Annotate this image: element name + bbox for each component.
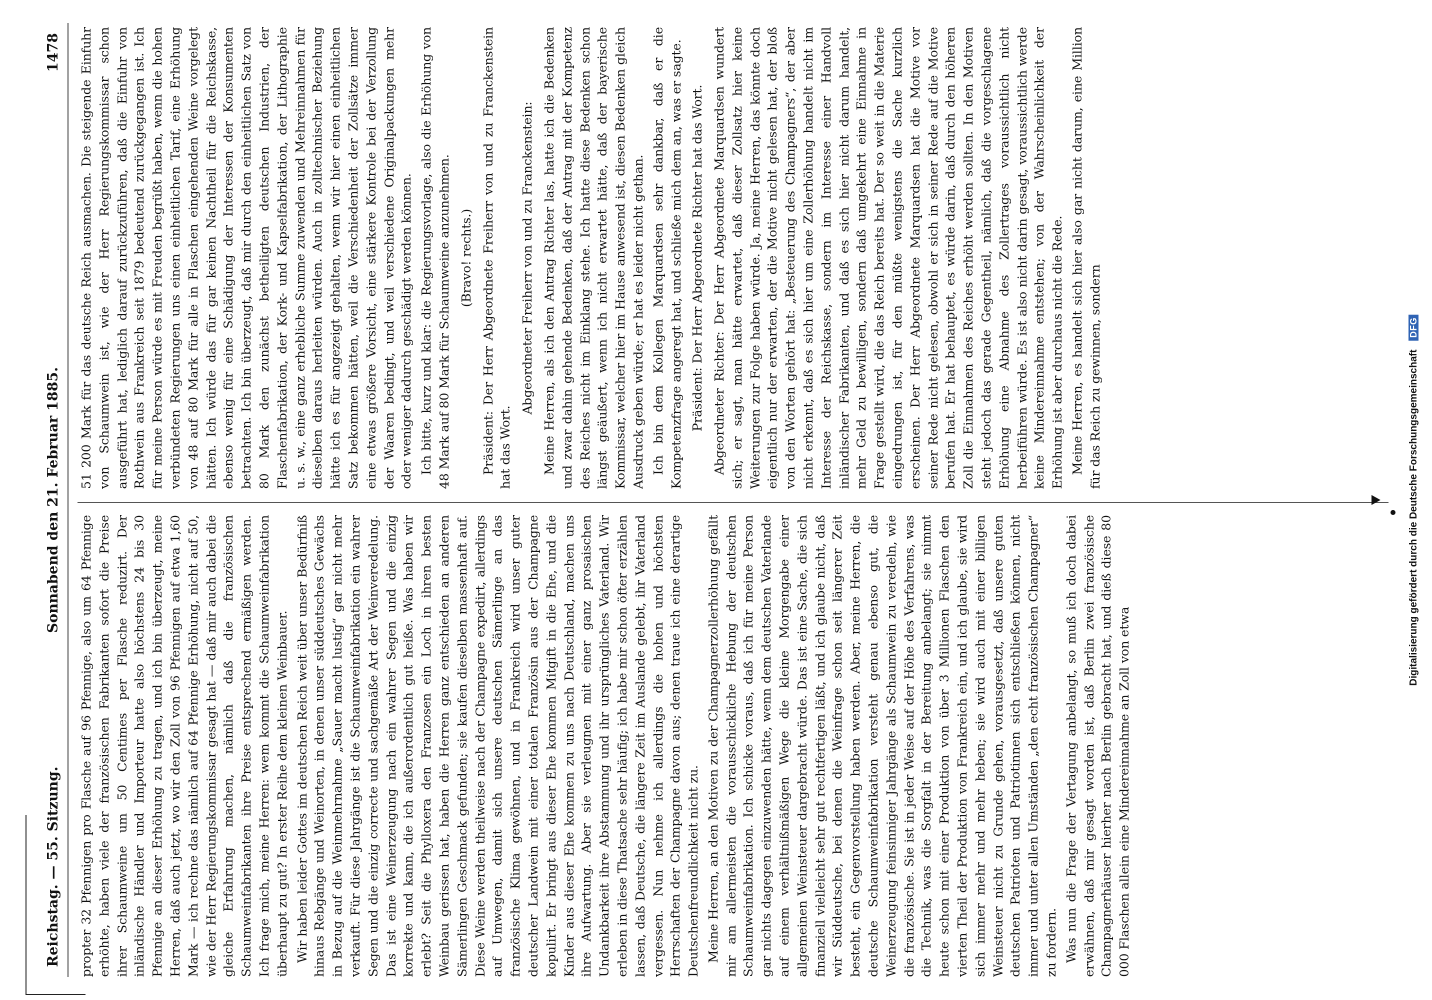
paragraph: Abgeordneter Richter: Der Herr Abgeordnete Marquardsen wundert sich; er sagt, man hätte erwartet, daß dieser Zollsatz hier keine Weiterungen zur Folge haben würde. Ja, meine Herren, das könnte doch eigentlich nur der erwarten, der die Motive nicht gelesen hat, der bloß von den Worten gehört hat: „Besteuerung des Champagners“, der aber nicht erkennt, daß es sich hier um eine Zollerhöhung handelt nicht im Interesse der Reichskasse, sondern im Interesse einer Handvoll inländischer Fabrikanten, und daß es sich hier nicht darum handelt, mehr Geld zu bewilligen, sondern daß umgekehrt eine Einnahme in Frage gestellt wird, die das Reich bereits hat. Der so weit in die Materie eingedrungen ist, für den müßte wenigstens die Sache kurzlich erscheinen. Der Herr Abgeordnete Marquardsen hat die Motive vor seiner Rede nicht gelesen, obwohl er sich in seiner Rede auf die Motive berufen hat. Er hat behauptet, es würde darin, daß durch den höheren Zoll die Einnahmen des Reiches erhöht werden sollten. In den Motiven steht jedoch das gerade Gegentheil, nämlich, daß die vorgeschlagene Erhöhung eine Abnahme des Zollertrages voraussichtlich nicht herbeiführen würde. Es ist also nicht darin gesagt, voraussichtlich werde keine Mindereinnahme entstehen; von der Wahrscheinlichkeit der Erhöhung ist aber durchaus nicht die Rede. bbox=[711, 27, 1065, 489]
paragraph: Wir haben leider Gottes im deutschen Reich weit über unser Bedürfniß hinaus Rebgänge und Weinorten, in denen unser süddeutsches Gewächs in Bezug auf die Weinmehrnahme „Sauer macht lustig“ gar nicht mehr verkauft. Für diese Jahrgänge ist die Schaumweinfabrikation ein wahrer Segen und die einzig correcte und sachgemäße Art der Weinveredelung. Das ist eine Weinerzeugung nach ein wahrer Segen und die einzig korrekte und kann, die ich außerordentlich gut heiße. Was haben wir erlebt? Seit die Phylloxera den Franzosen ein Loch in ihren besten Weinbau gerissen hat, haben die Herren ganz entschieden an anderen Sämerlingen Geschmack gefunden; sie kaufen dieselben massenhaft auf. Diese Weine werden theilweise nach der Champagne expedirt, allerdings auf Umwegen, damit sich unsere deutschen Sämerlinge an das französische Klima gewöhnen, und in Frankreich wird unser guter deutscher Landwein mit einer totalen Französin aus der Champagne kopulirt. Er bringt aus dieser Ehe kommen Mitgift in die Ehe, und die Kinder aus dieser Ehe kommen zu uns nach Deutschland, machen uns ihre Aufwartung. Aber sie verleugnen mit einer ganz prosaischen Undankbarkeit ihre Abstammung und ihr ursprüngliches Vaterland. Wir erleben in diese Thatsache sehr häufig; ich habe mir schon öfter erzählen lassen, daß Deutsche, die längere Zeit im Auslande gelebt, ihr Vaterland vergessen. Nun nehme ich allerdings die hohen und höchsten Herrschaften der Champagne davon aus; denen traue ich eine derartige Deutschenfreundlichkeit nicht zu. bbox=[294, 515, 701, 977]
rotated-newspaper-page bbox=[26, 5, 1401, 995]
paragraph: Ich bitte, kurz und klar: die Regierungsvorlage, also die Erhöhung von 48 Mark auf 80 Mark für Schaumweine anzunehmen. bbox=[418, 27, 452, 489]
header-session: Reichstag. — 55. Sitzung. bbox=[45, 766, 62, 967]
column-marker bbox=[1372, 495, 1381, 505]
applause-note: (Bravo! rechts.) bbox=[458, 208, 474, 308]
left-column bbox=[78, 515, 1389, 977]
paragraph: 51 200 Mark für das deutsche Reich ausmachen. Die steigende Einfuhr von Schaumwein ist, wie der Herr Regierungskommissar schon ausgeführt hat, lediglich darauf zurückzuführen, daß die Einfuhr von Rothwein aus Frankreich seit 1879 bedeutend zurückgegangen ist. Ich für meine Person würde es mit Freuden begrüßt haben, wenn die hohen verbündeten Regierungen uns einen einheitlichen Tarif, eine Erhöhung von 48 auf 80 Mark für alle in Flaschen eingehenden Weine vorgelegt hätten. Ich würde das für gar keinen Nachtheil für die Reichskasse, ebenso wenig für eine Schädigung der Interessen der Konsumenten betrachten. Ich bin überzeugt, daß mir durch den einheitlichen Satz von 80 Mark den zunächst betheiligten deutschen Industrien, der Flaschenfabrikation, der Kork- und Kapselfabrikation, der Lithographie u. s. w., eine ganz erhebliche Summe zuwenden und Mehreinnahmen für dieselben daraus herleiten würden. Auch in zolltechnischer Beziehung hätte ich es für angezeigt gehalten, wenn wir hier einen einheitlichen Satz bekommen hätten, weil die Verschiedenheit der Zollsätze immer eine etwas größere Vorsicht, eine stärkere Kontrole bei der Verzollung der Waaren bedingt, und weil verschiedene Originalpackungen mehr oder weniger dadurch geschädigt werden können. bbox=[78, 27, 414, 489]
president-statement: Präsident: Der Herr Abgeordnete Richter hat das Wort. bbox=[689, 84, 705, 432]
page-number: 1478 bbox=[45, 33, 62, 72]
paragraph: Ich bin dem Kollegen Marquardsen sehr dankbar, daß er die Kompetenzfrage angeregt hat, und schließe mich dem an, was er sagte. bbox=[650, 27, 683, 489]
column-divider bbox=[78, 502, 1389, 503]
paragraph: propter 32 Pfennigen pro Flasche auf 96 Pfennige, also um 64 Pfennige erhöhte, haben viele der französischen Fabrikanten sofort die Preise ihrer Schaumweine um 50 Centimes per Flasche reduzirt. Der inländische Händler und Importeur hatte also höchstens 24 bis 30 Pfennige an dieser Erhöhung zu tragen, und ich bin überzeugt, meine Herren, daß auch jetzt, wo wir den Zoll von 96 Pfennigen auf etwa 1,60 Mark — ich rechne das nämlich auf 64 Pfennige Erhöhung, nicht auf 50, wie der Herr Regierungskommissar gesagt hat — daß mir auch dabei die gleiche Erfahrung machen, nämlich daß die französischen Schaumweinfabrikanten ihre Preise entsprechend ermäßigen werden. Ich frage mich, meine Herren: wem kommt die Schaumweinfabrikation überhaupt zu gut? In erster Reihe dem kleinen Weinbauer. bbox=[78, 515, 290, 977]
speaker-heading: Abgeordneter Freiherr von und zu Franckenstein: bbox=[519, 101, 535, 415]
dfg-logo: DFG bbox=[1409, 314, 1419, 341]
digitization-credit-text: Digitalisierung gefördert durch die Deutsche Forschungsgemeinschaft bbox=[1408, 349, 1420, 686]
paragraph: Was nun die Frage der Vertagung anbelangt, so muß ich doch dabei erwähnen, daß mir gesagt worden ist, daß Berlin zwei französische Champagnerhäuser hierher nach Berlin gebracht hat, und dieß diese 80 000 Flaschen allein eine Mindereinnahme an Zoll von etwa bbox=[1063, 515, 1132, 977]
running-head bbox=[42, 23, 69, 977]
paragraph: Meine Herren, als ich den Antrag Richter las, hatte ich die Bedenken und zwar dahin gehende Bedenken, daß der Antrag mit der Kompetenz des Reiches nicht im Einklang stehe. Ich hatte diese Bedenken schon längst geäußert, wenn ich nicht erwartet hätte, daß der bayerische Kommissar, welcher hier im Hause anwesend ist, diesen Bedenken gleich Ausdruck geben würde; er hat es leider nicht gethan. bbox=[541, 27, 646, 489]
president-statement: Präsident: Der Herr Abgeordnete Freiherr von und zu Franckenstein hat das Wort. bbox=[480, 27, 513, 489]
scan-speck bbox=[1391, 510, 1396, 515]
right-column bbox=[78, 27, 1389, 489]
scan-edge bbox=[26, 994, 86, 995]
header-date: Sonnabend den 21. Februar 1885. bbox=[45, 367, 62, 633]
paragraph: Meine Herren, es handelt sich hier also gar nicht darum, eine Million für das Reich zu gewinnen, sondern bbox=[1069, 27, 1103, 489]
paragraph: Meine Herren, an den Motiven zu der Champagnerzollerhöhung gefällt mir am allermeisten die vorausschickliche Hebung der deutschen Schaumweinfabrikation. Ich schicke voraus, daß ich für meine Person gar nichts dagegen einzuwenden hätte, wenn dem deutschen Vaterlande auf einem verhältnißmäßigen Wege die kleine Morgengabe einer allgemeinen Weinsteuer dargebracht würde. Das ist eine Sache, die sich finanziell vielleicht sehr gut rechtfertigen läßt, und ich glaube nicht, daß wir Süddeutsche, bei denen die Weinfrage schon seit längerer Zeit besteht, ein Gegenvorstellung haben werden. Aber, meine Herren, die deutsche Schaumweinfabrikation versteht genau ebenso gut, die Weinerzeugung feinsinniger Jahrgänge als Schaumwein zu veredeln, wie die französische. Sie ist in jeder Weise auf der Höhe des Verfahrens, was die Technik, was die Sorgfalt in der Bereitung anbelangt; sie nimmt heute schon mit einer Produktion von über 3 Millionen Flaschen den vierten Theil der Produktion von Frankreich ein, und ich glaube, sie wird sich immer mehr und mehr heben; sie wird auch mit einer billigen Weinsteuer nicht zu Grunde gehen, vorausgesetzt, daß unsere guten deutschen Patrioten und Patriotinnen sich entschließen können, nicht immer und unter allen Umständen „den echt französischen Champagner“ zu fordern. bbox=[705, 515, 1059, 977]
scan-edge bbox=[26, 815, 27, 995]
digitization-credit bbox=[1409, 314, 1420, 685]
